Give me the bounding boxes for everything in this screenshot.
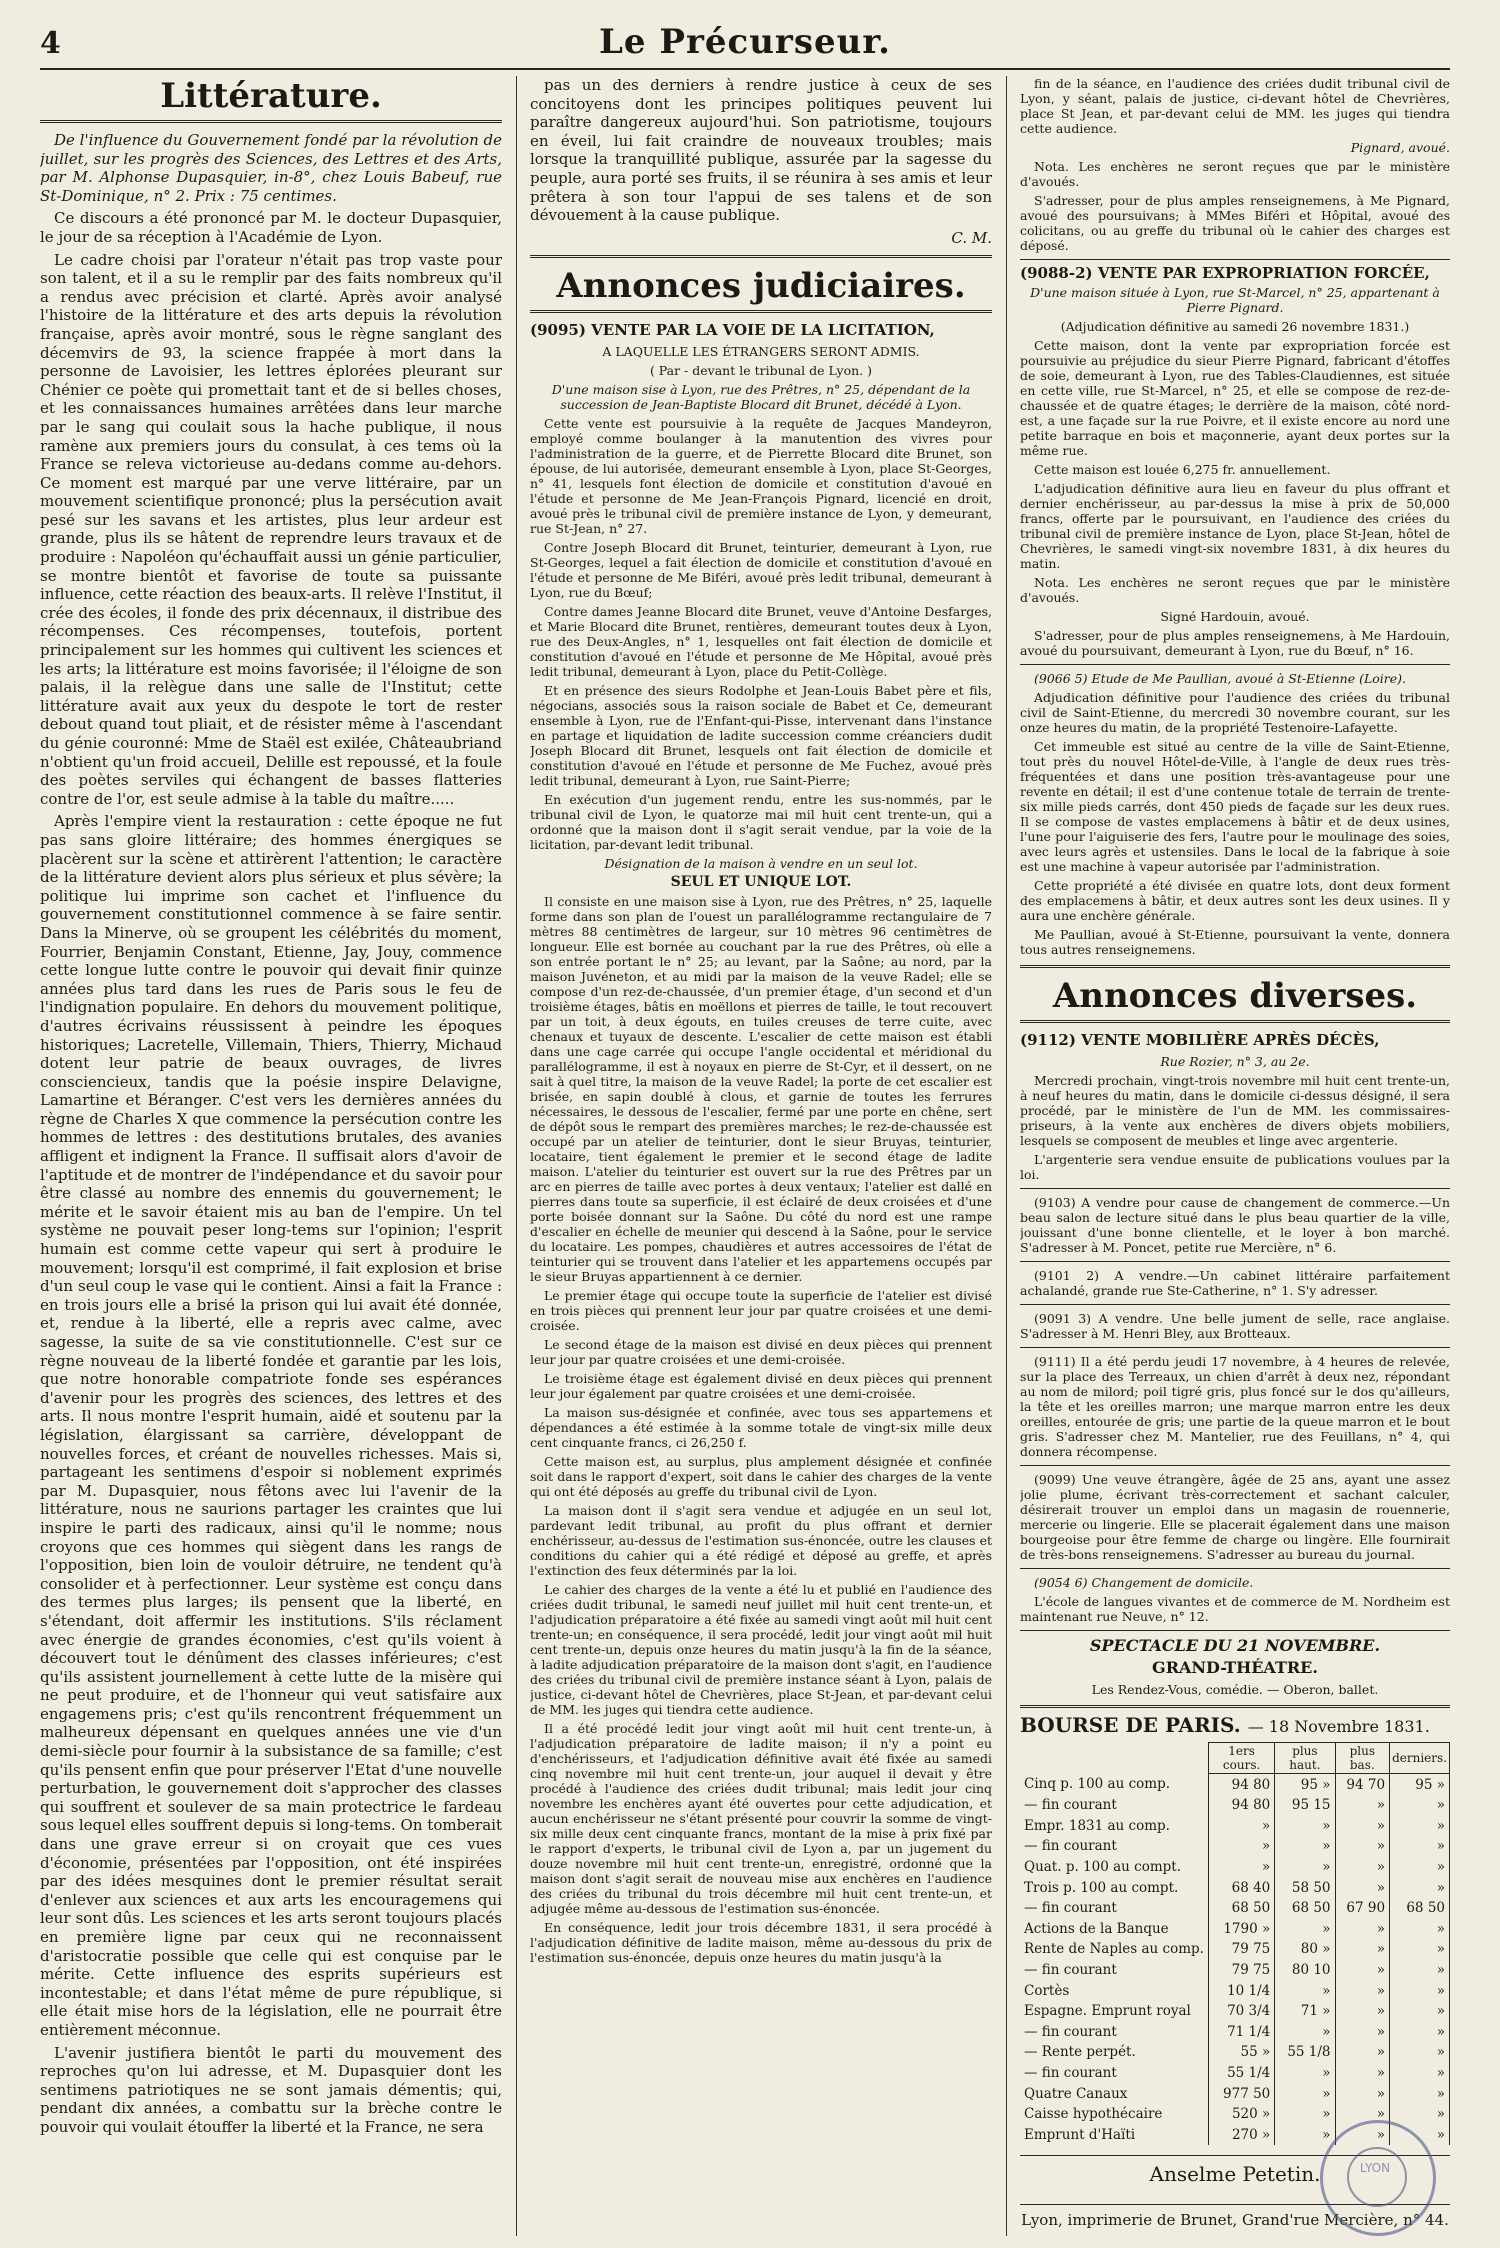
price-cell: » <box>1335 1795 1390 1816</box>
ad-title: (9088-2) VENTE PAR EXPROPRIATION FORCÉE, <box>1020 264 1430 282</box>
price-cell: » <box>1390 1980 1450 2001</box>
column-divider <box>516 76 517 2236</box>
ad-paragraph: Nota. Les enchères ne seront reçues que par le ministère d'avoués. <box>1020 159 1450 189</box>
price-cell: » <box>1390 1960 1450 1981</box>
ad-rule <box>1020 1465 1450 1466</box>
price-cell: » <box>1335 2001 1390 2022</box>
page-number: 4 <box>40 26 61 61</box>
section-rule <box>1020 965 1450 968</box>
price-cell: » <box>1335 1836 1390 1857</box>
price-cell: » <box>1335 1857 1390 1878</box>
price-cell: » <box>1390 2042 1450 2063</box>
security-name: — Rente perpét. <box>1020 2042 1208 2063</box>
classified-ad: (9091 3) A vendre. Une belle jument de selle, race anglaise. S'adresser à M. Henri Bley, aux Brotteaux. <box>1020 1310 1450 1341</box>
ad-paragraph: Me Paullian, avoué à St-Etienne, poursuivant la vente, donnera tous autres renseignemens. <box>1020 927 1450 957</box>
price-cell: » <box>1335 1939 1390 1960</box>
price-cell: » <box>1275 2022 1335 2043</box>
column-judicial <box>530 76 992 1969</box>
price-cell: 80 10 <box>1275 1960 1335 1981</box>
price-cell: 68 40 <box>1208 1877 1274 1898</box>
ad-paragraph: Adjudication définitive pour l'audience des criées du tribunal civil de Saint-Etienne, du mercredi 30 novembre courant, sur les onze heures du matin, de la propriété Testenoire-Lafayette. <box>1020 690 1450 735</box>
book-reference: De l'influence du Gouvernement fondé par la révolution de juillet, sur les progrès des Sciences, des Lettres et des Arts, par M. Alphonse Dupasquier, in-8°, chez Louis Babeuf, rue St-Dominique, n° 2. Prix : 75 centimes. <box>40 131 502 205</box>
ad-paragraph: (Adjudication définitive au samedi 26 novembre 1831.) <box>1060 319 1410 334</box>
ad-rule <box>1020 1304 1450 1305</box>
ad-paragraph: Mercredi prochain, vingt-trois novembre mil huit cent trente-un, à neuf heures du matin, dans le domicile ci-dessus désigné, il sera procédé, par le ministère de l'un de MM. les commissaires-priseurs, à la vente aux enchères de divers objets mobiliers, lesquels se composent de meubles et linge avec argenterie. <box>1020 1072 1450 1148</box>
table-header: plus haut. <box>1275 1743 1335 1774</box>
ad-signature: Pignard, avoué. <box>1350 140 1450 155</box>
price-cell: 58 50 <box>1275 1877 1335 1898</box>
ad-rule <box>1020 1347 1450 1348</box>
price-cell: » <box>1335 2124 1390 2145</box>
ad-paragraph: La maison sus-désignée et confinée, avec tous ses appartemens et dépendances a été estimée à la somme totale de vingt-six mille deux cent cinquante francs, ci 26,250 f. <box>530 1404 992 1450</box>
article-paragraph: Après l'empire vient la restauration : cette époque ne fut pas sans gloire littéraire; des hommes énergiques se placèrent sur la scène et attirèrent l'attention; le caractère de la littérature devient alors plus sérieux et plus sévère; la politique lui imprime son cachet et l'influence du gouvernement constitutionnel commence à se faire sentir. Dans la Minerve, où se groupent les célébrités du moment, Fourrier, Benjamin Constant, Etienne, Jay, Jouy, commence cette longue lutte contre le pouvoir qui devait finir quinze années plus tard dans les rues de Paris sous le feu de l'indignation populaire. En dehors du mouvement politique, d'autres écrivains réussissent à peindre les époques historiques; Lacretelle, Villemain, Thiers, Thierry, Michaud dotent leur patrie de beaux ouvrages, de livres consciencieux, tandis que la poésie inspire Delavigne, Lamartine et Béranger. C'est vers les dernières années du règne de Charles X que commence la persécution contre les hommes de lettres : des destitutions brutales, des avanies affligent et indignent la France. Il suffisait alors d'avoir de l'aptitude et de montrer de l'indépendance et du savoir pour être classé au nombre des ennemis du gouvernement; le mérite et le savoir étaient mis au ban de l'empire. Un tel système ne pouvait peser long-tems sur l'opinion; l'esprit humain est comme cette vapeur qui sert à produire le mouvement; lorsqu'il est comprimé, il fait explosion et brise d'un seul coup le vase qui le contient. Ainsi a fait la France : en trois jours elle a brisé la prison qui lui avait été donnée, et, rendue à la liberté, elle a repris avec calme, avec sagesse, la suite de sa vie constitutionnelle. C'est sur ce règne nouveau de la liberté fondée et garantie par les lois, que notre honorable compatriote fonde ses espérances d'avenir pour les progrès des sciences, des lettres et des arts. Il nous montre l'esprit humain, aidé et soutenu par la législation, élargissant sa carrière, développant de nouvelles forces, et créant de nouvelles richesses. Mais si, partageant les sentimens d'espoir si noblement exprimés par M. Dupasquier, nous fêtons avec lui l'avenir de la littérature, nous ne saurions partager les craintes que lui inspire le parti des radicaux, ainsi qu'il le nomme; nous croyons que ces hommes qui siègent dans les rangs de l'opposition, bien loin de vouloir détruire, ne tendent qu'à consolider et à perfectionner. Leur système est conçu dans des termes plus larges; ils pensent que la liberté, en s'étendant, doit affermir les institutions. S'ils réclament avec énergie de grandes économies, c'est qu'ils voient à découvert tout le dénûment des classes inférieures; c'est qu'ils assistent journellement à cette lutte de la misère qui ne peut produire, et de l'honneur qui veut satisfaire aux engagemens pris; c'est qu'ils rencontrent fréquemment un malheureux dépensant en quelques années une vie d'un demi-siècle pour fournir à la subsistance de sa famille; c'est qu'ils pensent enfin que pour préserver l'Etat d'une nouvelle perturbation, le gouvernement doit s'approcher des classes qui souffrent et soulever de sa main protectrice le fardeau sous lequel elles souffrent depuis si long-tems. On tomberait dans une grave erreur si on croyait que ces vues d'économie, présentées par l'opposition, ont été inspirées par des idées mesquines dont le premier résultat serait d'enlever aux sciences et aux arts les encouragemens qui leur sont dûs. Les sciences et les arts seront toujours placés en première ligne par ceux qui ne reconnaissent d'aristocratie possible que celle qui est conquise par le mérite. Cette influence des esprits supérieurs est incontestable; et dans l'état même de pure république, si elle était mise hors de la législation, elle ne pourrait être entièrement méconnue. <box>40 812 502 2039</box>
price-cell: 10 1/4 <box>1208 1980 1274 2001</box>
article-signature: C. M. <box>951 228 992 247</box>
ad-paragraph: Cet immeuble est situé au centre de la ville de Saint-Etienne, tout près du nouvel Hôtel-de-Ville, à l'angle de deux rues très-fréquentées et dans une position très-avantageuse pour une revente en détail; il est d'une contenue totale de terrain de trente-six mille pieds carrés, dont 450 pieds de façade sur les deux rues. Il se compose de vastes emplacemens à bâtir et de deux usines, l'une pour l'aiguiserie des fers, l'autre pour le moulinage des soies, avec leurs agrès et ustensiles. Dans le local de la fabrique à soie est une machine à vapeur autorisée par l'administration. <box>1020 739 1450 874</box>
security-name: Actions de la Banque <box>1020 1919 1208 1940</box>
section-rule <box>1020 1705 1450 1708</box>
column-divider <box>1006 76 1007 2236</box>
ad-paragraph: Cette maison est louée 6,275 fr. annuellement. <box>1034 462 1331 477</box>
security-name: — fin courant <box>1020 1836 1208 1857</box>
ad-paragraph: Cette maison est, au surplus, plus amplement désignée et confinée soit dans le rapport d'expert, soit dans le cahier des charges de la vente qui ont été déposés au greffe du tribunal civil de Lyon. <box>530 1453 992 1499</box>
ad-subtitle: Rue Rozier, n° 3, au 2e. <box>1160 1053 1310 1069</box>
price-cell: » <box>1390 2083 1450 2104</box>
price-cell: 270 » <box>1208 2124 1274 2145</box>
table-row <box>1020 1774 1450 1795</box>
table-row <box>1020 2083 1450 2104</box>
price-cell: 94 70 <box>1335 1774 1390 1795</box>
ad-paragraph: Il a été procédé ledit jour vingt août mil huit cent trente-un, à l'adjudication préparatoire de ladite maison; il n'y a point eu d'enchérisseurs, et l'adjudication définitive avait été fixée au samedi cinq novembre mil huit cent trente-un, jour auquel il devait y être procédé à l'audience des criées dudit tribunal; mais ledit jour cinq novembre les enchères ayant été ouvertes pour cette adjudication, et aucun enchérisseur ne s'étant présenté pour couvrir la somme de vingt-six mille deux cent cinquante francs, montant de la mise à prix fixé par le rapport d'experts, le tribunal civil de Lyon a, par un jugement du douze novembre mil huit cent trente-un, enregistré, ordonné que la maison dont s'agit serait de nouveau mise aux enchères en l'audience des criées du tribunal du trois décembre mil huit cent trente-un, et adjugée même au-dessous de l'estimation sus-énoncée. <box>530 1720 992 1916</box>
ad-paragraph: En conséquence, ledit jour trois décembre 1831, il sera procédé à l'adjudication définitive de ladite maison, même au-dessous du prix de l'estimation sus-énoncée, depuis onze heures du matin jusqu'à la <box>530 1919 992 1965</box>
price-cell: » <box>1275 2083 1335 2104</box>
price-cell: » <box>1275 2124 1335 2145</box>
ad-title: (9095) VENTE PAR LA VOIE DE LA LICITATION, <box>530 321 935 340</box>
price-cell: 520 » <box>1208 2104 1274 2125</box>
ad-intro: D'une maison sise à Lyon, rue des Prêtres, n° 25, dépendant de la succession de Jean-Baptiste Blocard dit Brunet, décédé à Lyon. <box>551 381 971 412</box>
ad-rule <box>1020 1568 1450 1569</box>
section-heading-literature: Littérature. <box>40 76 502 123</box>
security-name: — fin courant <box>1020 1898 1208 1919</box>
library-stamp <box>1320 2120 1436 2236</box>
table-header-row <box>1020 1743 1450 1774</box>
ad-rule <box>1020 1261 1450 1262</box>
column-literature <box>40 76 502 2141</box>
section-heading-judicial: Annonces judiciaires. <box>530 266 992 313</box>
masthead <box>40 18 1450 70</box>
table-row <box>1020 2063 1450 2084</box>
ad-rule <box>1020 664 1450 665</box>
security-name: — fin courant <box>1020 1795 1208 1816</box>
price-cell: 55 » <box>1208 2042 1274 2063</box>
ad-rule <box>1020 1630 1450 1631</box>
table-row <box>1020 1898 1450 1919</box>
ad-title: (9066 5) Etude de Me Paullian, avoué à St-Etienne (Loire). <box>1034 671 1407 686</box>
price-cell: 95 15 <box>1275 1795 1335 1816</box>
table-row <box>1020 1836 1450 1857</box>
ad-paragraph: Cette propriété a été divisée en quatre lots, dont deux forment des emplacemens à bâtir, et deux autres sont les deux usines. Il y aura une enchère générale. <box>1020 878 1450 923</box>
price-cell: » <box>1390 2104 1450 2125</box>
ad-rule <box>1020 259 1450 260</box>
ad-paragraph: Et en présence des sieurs Rodolphe et Jean-Louis Babet père et fils, négocians, associés sous la raison sociale de Babet et Ce, demeurant ensemble à Lyon, rue de l'Enfant-qui-Pisse, intervenant dans l'instance en partage et liquidation de ladite succession comme créanciers dudit Joseph Blocard dit Brunet, lesquels ont fait élection de domicile et constitution d'avoué en l'étude et personne de Me Fuchez, avoué près ledit tribunal, demeurant à Lyon, rue Saint-Pierre; <box>530 682 992 788</box>
price-cell: » <box>1335 1980 1390 2001</box>
price-cell: » <box>1275 1857 1335 1878</box>
ad-paragraph: S'adresser, pour de plus amples renseignemens, à Me Pignard, avoué des poursuivans; à MMes Biféri et Hôpital, avoué des colicitans, ou au greffe du tribunal où le cahier des charges est déposé. <box>1020 193 1450 253</box>
price-cell: » <box>1335 2063 1390 2084</box>
classified-ad: (9099) Une veuve étrangère, âgée de 25 ans, ayant une assez jolie plume, écrivant très-correctement et sachant calculer, désirerait trouver un emploi dans un magasin de rouennerie, mercerie ou lingerie. Elle se placerait également dans une maison bourgeoise pour être femme de charge ou lingère. Elle fournirait de très-bons renseignemens. S'adresser au bureau du journal. <box>1020 1471 1450 1562</box>
article-paragraph: L'avenir justifiera bientôt le parti du mouvement des reproches qu'on lui adresse, et M. Dupasquier dont les sentimens patriotiques ne se sont jamais démentis; qui, pendant dix années, a combattu sur la brèche contre le pouvoir qui voulait étouffer la liberté et la France, ne sera <box>40 2043 502 2136</box>
section-rule <box>530 255 992 258</box>
ad-subtitle: ( Par - devant le tribunal de Lyon. ) <box>649 362 873 378</box>
price-cell: » <box>1335 2042 1390 2063</box>
price-cell: 71 1/4 <box>1208 2022 1274 2043</box>
ad-subtitle: A LAQUELLE LES ÉTRANGERS SERONT ADMIS. <box>602 343 920 359</box>
lot-subtitle: SEUL ET UNIQUE LOT. <box>670 873 852 890</box>
price-cell: » <box>1275 1980 1335 2001</box>
price-cell: 71 » <box>1275 2001 1335 2022</box>
table-header: derniers. <box>1390 1743 1450 1774</box>
price-cell: » <box>1335 1960 1390 1981</box>
price-cell: 68 50 <box>1208 1898 1274 1919</box>
security-name: Caisse hypothécaire <box>1020 2104 1208 2125</box>
price-cell: » <box>1275 1919 1335 1940</box>
ad-paragraph: Contre dames Jeanne Blocard dite Brunet, veuve d'Antoine Desfarges, et Marie Blocard dite Brunet, rentières, demeurant toutes deux à Lyon, rue des Deux-Angles, n° 1, lesquelles ont fait élection de domicile et constitution d'avoué en l'étude et personne de Me Hôpital, avoué près ledit tribunal, demeurant à Lyon, place du Petit-Collège. <box>530 603 992 679</box>
ad-paragraph: Cette maison, dont la vente par expropriation forcée est poursuivie au préjudice du sieur Pierre Pignard, fabricant d'étoffes de soie, demeurant à Lyon, rue des Tables-Claudiennes, est située en cette ville, rue St-Marcel, n° 25, et elle se compose de rez-de-chaussée et de quatre étages; le derrière de la maison, côté nord-est, a une façade sur la rue Poivre, et il existe encore au nord une petite barraque en bois et maçonnerie, ayant deux portes sur la même rue. <box>1020 338 1450 458</box>
spectacle-programme: Les Rendez-Vous, comédie. — Oberon, ballet. <box>1091 1681 1379 1697</box>
price-cell: 70 3/4 <box>1208 2001 1274 2022</box>
table-row <box>1020 1919 1450 1940</box>
ad-paragraph: En exécution d'un jugement rendu, entre les sus-nommés, par le tribunal civil de Lyon, le quatorze mai mil huit cent trente-un, qui a ordonné que la maison dont il s'agit serait vendue, par la voie de la licitation, par-devant ledit tribunal. <box>530 791 992 852</box>
classified-ad: L'école de langues vivantes et de commerce de M. Nordheim est maintenant rue Neuve, n° 12. <box>1020 1593 1450 1624</box>
bourse-date: — 18 Novembre 1831. <box>1247 1716 1430 1736</box>
ad-paragraph: L'argenterie sera vendue ensuite de publications voulues par la loi. <box>1020 1151 1450 1182</box>
ad-rule <box>1020 1188 1450 1189</box>
security-name: Emprunt d'Haïti <box>1020 2124 1208 2145</box>
security-name: Cortès <box>1020 1980 1208 2001</box>
table-row <box>1020 1816 1450 1837</box>
price-cell: 79 75 <box>1208 1939 1274 1960</box>
security-name: Rente de Naples au comp. <box>1020 1939 1208 1960</box>
table-row <box>1020 2022 1450 2043</box>
table-row <box>1020 1939 1450 1960</box>
ad-paragraph: Cette vente est poursuivie à la requête de Jacques Mandeyron, employé comme boulanger à la manutention des vivres pour l'administration de la guerre, et de Pierrette Blocard dite Brunet, son épouse, de lui autorisée, demeurant ensemble à Lyon, place St-Georges, n° 41, lesquels font élection de domicile et constitution d'avoué en l'étude et personne de Me Jean-François Pignard, licencié en droit, avoué près le tribunal civil de première instance de Lyon, y demeurant, rue St-Jean, n° 27. <box>530 415 992 536</box>
article-paragraph: pas un des derniers à rendre justice à ceux de ses concitoyens dont les principes politiques peuvent lui paraître dangereux aujourd'hui. Son patriotisme, toujours en éveil, lui fait craindre de nouveaux troubles; mais lorsque la tranquillité publique, assurée par la sagesse du peuple, aura porté ses fruits, il se réunira à ses amis et leur prêtera à son tour l'appui de ses talens et de son dévouement à la cause publique. <box>530 76 992 225</box>
price-cell: » <box>1390 1919 1450 1940</box>
security-name: Cinq p. 100 au comp. <box>1020 1774 1208 1795</box>
table-header-blank <box>1020 1743 1208 1774</box>
newspaper-page <box>40 0 1450 2248</box>
table-row <box>1020 2042 1450 2063</box>
classified-ad: (9111) Il a été perdu jeudi 17 novembre, à 4 heures de relevée, sur la place des Terreaux, un chien d'arrêt à deux nez, répondant au nom de milord; poil tigré gris, plus foncé sur le dos qu'ailleurs, la tête et les oreilles marron; une marque marron entre les deux oreilles, entourée de gris; une partie de la queue marron et le bout gris. S'adresser chez M. Mantelier, rue des Feuillans, n° 4, qui donnera récompense. <box>1020 1353 1450 1459</box>
bourse-heading <box>1020 1712 1450 1737</box>
table-header: plus bas. <box>1335 1743 1390 1774</box>
price-cell: » <box>1390 2063 1450 2084</box>
table-row <box>1020 1960 1450 1981</box>
table-row <box>1020 1795 1450 1816</box>
price-cell: » <box>1335 2104 1390 2125</box>
editor-signoff: Anselme Petetin. <box>1020 2155 1450 2186</box>
ad-paragraph: fin de la séance, en l'audience des criées dudit tribunal civil de Lyon, y séant, palais de justice, ci-devant hôtel de Chevrières, place St Jean, et par-devant celui de MM. les juges qui tiendra cette audience. <box>1020 76 1450 136</box>
ad-paragraph: Contre Joseph Blocard dit Brunet, teinturier, demeurant à Lyon, rue St-Georges, lequel a fait élection de domicile et constitution d'avoué en l'étude et personne de Me Biféri, avoué près ledit tribunal, demeurant à Lyon, rue du Bœuf; <box>530 539 992 600</box>
ad-paragraph: S'adresser, pour de plus amples renseignemens, à Me Hardouin, avoué du poursuivant, demeurant à Lyon, rue du Bœuf, n° 16. <box>1020 628 1450 658</box>
price-cell: » <box>1390 1939 1450 1960</box>
security-name: — fin courant <box>1020 2063 1208 2084</box>
ad-paragraph: Nota. Les enchères ne seront reçues que par le ministère d'avoués. <box>1020 575 1450 605</box>
security-name: Quatre Canaux <box>1020 2083 1208 2104</box>
bourse-table <box>1020 1742 1450 2145</box>
price-cell: 55 1/8 <box>1275 2042 1335 2063</box>
price-cell: 55 1/4 <box>1208 2063 1274 2084</box>
price-cell: » <box>1390 1836 1450 1857</box>
price-cell: 68 50 <box>1275 1898 1335 1919</box>
ad-signature: Signé Hardouin, avoué. <box>1160 609 1310 624</box>
price-cell: » <box>1390 2124 1450 2145</box>
price-cell: 95 » <box>1275 1774 1335 1795</box>
ad-intro: D'une maison située à Lyon, rue St-Marcel, n° 25, appartenant à Pierre Pignard. <box>1030 285 1440 315</box>
spectacle-title: SPECTACLE DU 21 NOVEMBRE. <box>1089 1635 1381 1655</box>
price-cell: 68 50 <box>1390 1898 1450 1919</box>
printer-imprint: Lyon, imprimerie de Brunet, Grand'rue Mercière, n° 44. <box>1020 2204 1450 2229</box>
table-header: 1ers cours. <box>1208 1743 1274 1774</box>
price-cell: 95 » <box>1390 1774 1450 1795</box>
price-cell: » <box>1275 2104 1335 2125</box>
newspaper-title: Le Précurseur. <box>599 22 891 62</box>
table-row <box>1020 1980 1450 2001</box>
price-cell: » <box>1208 1836 1274 1857</box>
price-cell: » <box>1275 1836 1335 1857</box>
table-row <box>1020 1857 1450 1878</box>
article-paragraph: Ce discours a été prononcé par M. le docteur Dupasquier, le jour de sa réception à l'Académie de Lyon. <box>40 209 502 246</box>
price-cell: 977 50 <box>1208 2083 1274 2104</box>
price-cell: » <box>1335 1816 1390 1837</box>
section-heading-various: Annonces diverses. <box>1020 976 1450 1023</box>
security-name: Trois p. 100 au compt. <box>1020 1877 1208 1898</box>
bourse-title: BOURSE DE PARIS. <box>1020 1712 1241 1737</box>
price-cell: » <box>1208 1816 1274 1837</box>
price-cell: » <box>1335 2022 1390 2043</box>
ad-paragraph: La maison dont il s'agit sera vendue et adjugée en un seul lot, pardevant ledit tribunal, au profit du plus offrant et dernier enchérisseur, au-dessus de l'estimation sus-énoncée, outre les clauses et conditions du cahier qui a été rédigé et déposé au greffe, et après l'extinction des feux déterminés par la loi. <box>530 1502 992 1578</box>
price-cell: » <box>1208 1857 1274 1878</box>
price-cell: » <box>1390 1877 1450 1898</box>
price-cell: » <box>1390 1795 1450 1816</box>
price-cell: 94 80 <box>1208 1795 1274 1816</box>
price-cell: 67 90 <box>1335 1898 1390 1919</box>
column-announcements <box>1020 76 1450 2229</box>
table-row <box>1020 2001 1450 2022</box>
price-cell: » <box>1390 1816 1450 1837</box>
classified-ad: (9103) A vendre pour cause de changement de commerce.—Un beau salon de lecture situé dans le plus beau quartier de la ville, jouissant d'une bonne clientelle, et le loyer à bon marché. S'adresser à M. Poncet, petite rue Mercière, n° 6. <box>1020 1194 1450 1255</box>
lot-title: Désignation de la maison à vendre en un seul lot. <box>604 855 918 871</box>
price-cell: » <box>1335 1919 1390 1940</box>
ad-paragraph: Le cahier des charges de la vente a été lu et publié en l'audience des criées dudit tribunal, le samedi neuf juillet mil huit cent trente-un, et l'adjudication préparatoire a été fixée au samedi vingt août mil huit cent trente-un; en conséquence, il sera procédé, ledit jour vingt août mil huit cent trente-un, depuis onze heures du matin jusqu'à la fin de la séance, à ladite adjudication préparatoire de la maison dont s'agit, en l'audience des criées du tribunal civil de première instance séant à Lyon, palais de justice, ci-devant hôtel de Chevrières, place St-Jean, et par-devant celui de MM. les juges qui tiendra cette audience. <box>530 1581 992 1717</box>
ad-paragraph: Le troisième étage est également divisé en deux pièces qui prennent leur jour également par quatre croisées et une demi-croisée. <box>530 1370 992 1401</box>
security-name: Quat. p. 100 au compt. <box>1020 1857 1208 1878</box>
price-cell: » <box>1275 1816 1335 1837</box>
price-cell: » <box>1390 1857 1450 1878</box>
table-row <box>1020 1877 1450 1898</box>
stamp-inner-ring <box>1347 2147 1407 2207</box>
price-cell: » <box>1335 1877 1390 1898</box>
ad-title: (9054 6) Changement de domicile. <box>1034 1574 1254 1590</box>
price-cell: 1790 » <box>1208 1919 1274 1940</box>
ad-paragraph: L'adjudication définitive aura lieu en faveur du plus offrant et dernier enchérisseur, au par-dessus la mise à prix de 50,000 francs, offerte par le poursuivant, en l'audience des criées du tribunal civil de première instance de Lyon, place St-Jean, hôtel de Chevrières, le samedi vingt-six novembre 1831, à dix heures du matin. <box>1020 481 1450 571</box>
price-cell: 80 » <box>1275 1939 1335 1960</box>
ad-paragraph: Le premier étage qui occupe toute la superficie de l'atelier est divisé en trois pièces qui prennent leur jour par quatre croisées et une demi-croisée. <box>530 1287 992 1333</box>
ad-title: (9112) VENTE MOBILIÈRE APRÈS DÉCÈS, <box>1020 1031 1380 1049</box>
price-cell: » <box>1390 2022 1450 2043</box>
price-cell: 79 75 <box>1208 1960 1274 1981</box>
bourse-table-body <box>1020 1774 1450 2145</box>
security-name: — fin courant <box>1020 1960 1208 1981</box>
price-cell: » <box>1390 2001 1450 2022</box>
ad-paragraph: Il consiste en une maison sise à Lyon, rue des Prêtres, n° 25, laquelle forme dans son plan de l'ouest un parallélogramme rectangulaire de 7 mètres 88 centimètres de largeur, sur 10 mètres 96 centimètres de longueur. Elle est bornée au couchant par la rue des Prêtres, où elle a son entrée portant le n° 25; au levant, par la Saône; au nord, par la maison Juvéneton, et au midi par la maison de la veuve Radel; elle se compose d'un rez-de-chaussée, d'un premier étage, d'un second et d'un troisième étages, bâtis en moëllons et pierres de taille, le tout recouvert par un toit, à deux égouts, en tuiles creuses de terre cuite, avec chenaux et tuyaux de descente. L'escalier de cette maison est établi dans une cage carrée qui occupe l'angle occidental et méridional du parallélogramme, il est à noyaux en pierre de St-Cyr, et il dessert, on ne sait à quel titre, la maison de la veuve Radel; la porte de cet escalier est brisée, en sapin doublé à clous, et garnie de toutes les ferrures nécessaires, le dessous de l'escalier, fermé par une porte en chêne, sert de dépôt sous le rempart des premières marches; le rez-de-chaussée est occupé par un atelier de teinturier, dont le sieur Bruyas, teinturier, locataire, tient également le premier et le second étage de ladite maison. L'atelier du teinturier est ouvert sur la rue des Prêtres par un arc en pierres de taille avec portes à deux ventaux; l'atelier est dallé en pierres dans toute sa superficie, il est éclairé de deux croisées et d'une porte boisée donnant sur la Saône. Du côté du nord est une rampe d'escalier en échelle de meunier qui descend à la Saône, pour le service du locataire. Les pompes, chaudières et autres accessoires de l'état de teinturier qui se trouvent dans l'atelier et les appartemens occupés par le sieur Bruyas appartiennent à ce dernier. <box>530 893 992 1284</box>
price-cell: » <box>1335 2083 1390 2104</box>
security-name: Empr. 1831 au comp. <box>1020 1816 1208 1837</box>
stamp-text: LYON <box>1359 2161 1391 2175</box>
spectacle-venue: GRAND-THÉATRE. <box>1152 1658 1318 1678</box>
article-paragraph: Le cadre choisi par l'orateur n'était pas trop vaste pour son talent, et il a su le remplir par des faits nombreux qu'il a rendus avec précision et clarté. Après avoir analysé l'histoire de la littérature et des arts depuis la révolution française, après avoir montré, sous le règne sanglant des décemvirs de 93, la science frappée à mort dans la personne de Lavoisier, les lettres éplorées pleurant sur Chénier ce poète qui promettait tant et de si belles choses, et les connaissances humaines arrêtées dans leur marche par le sang qui coulait sous la hache publique, il nous ramène aux premiers jours du consulat, à ces tems où la France se releva victorieuse au-dedans comme au-dehors. Ce moment est marqué par une verve littéraire, par un mouvement scientifique prononcé; plus la persécution avait pesé sur les savans et les artistes, plus leur ardeur est grande, plus ils se hâtent de reprendre leurs travaux et de produire : Napoléon qu'échauffait aussi un génie particulier, se montre bientôt et favorise de toute sa puissante influence, cette réaction des beaux-arts. Il relève l'Institut, il crée des écoles, il fonde des prix décennaux, il distribue des récompenses. Ces récompenses, toutefois, portent principalement sur les hommes qui cultivent les sciences et les arts; la littérature est moins favorisée; il l'éloigne de son palais, il la relègue dans une salle de l'Institut; cette littérature avait aux yeux du despote le tort de rester debout quand tout pliait, et de résister même à l'ascendant du génie couronné: Mme de Staël est exilée, Châteaubriand n'obtient qu'un froid accueil, Delille est repoussé, et la foule des poètes serviles qui échangent de basses flatteries contre de l'or, est seule admise à la table du maître..... <box>40 250 502 808</box>
price-cell: 94 80 <box>1208 1774 1274 1795</box>
price-cell: » <box>1275 2063 1335 2084</box>
ad-paragraph: Le second étage de la maison est divisé en deux pièces qui prennent leur jour par quatre croisées et une demi-croisée. <box>530 1336 992 1367</box>
security-name: — fin courant <box>1020 2022 1208 2043</box>
classified-ad: (9101 2) A vendre.—Un cabinet littéraire parfaitement achalandé, grande rue Ste-Catherine, n° 1. S'y adresser. <box>1020 1267 1450 1298</box>
security-name: Espagne. Emprunt royal <box>1020 2001 1208 2022</box>
